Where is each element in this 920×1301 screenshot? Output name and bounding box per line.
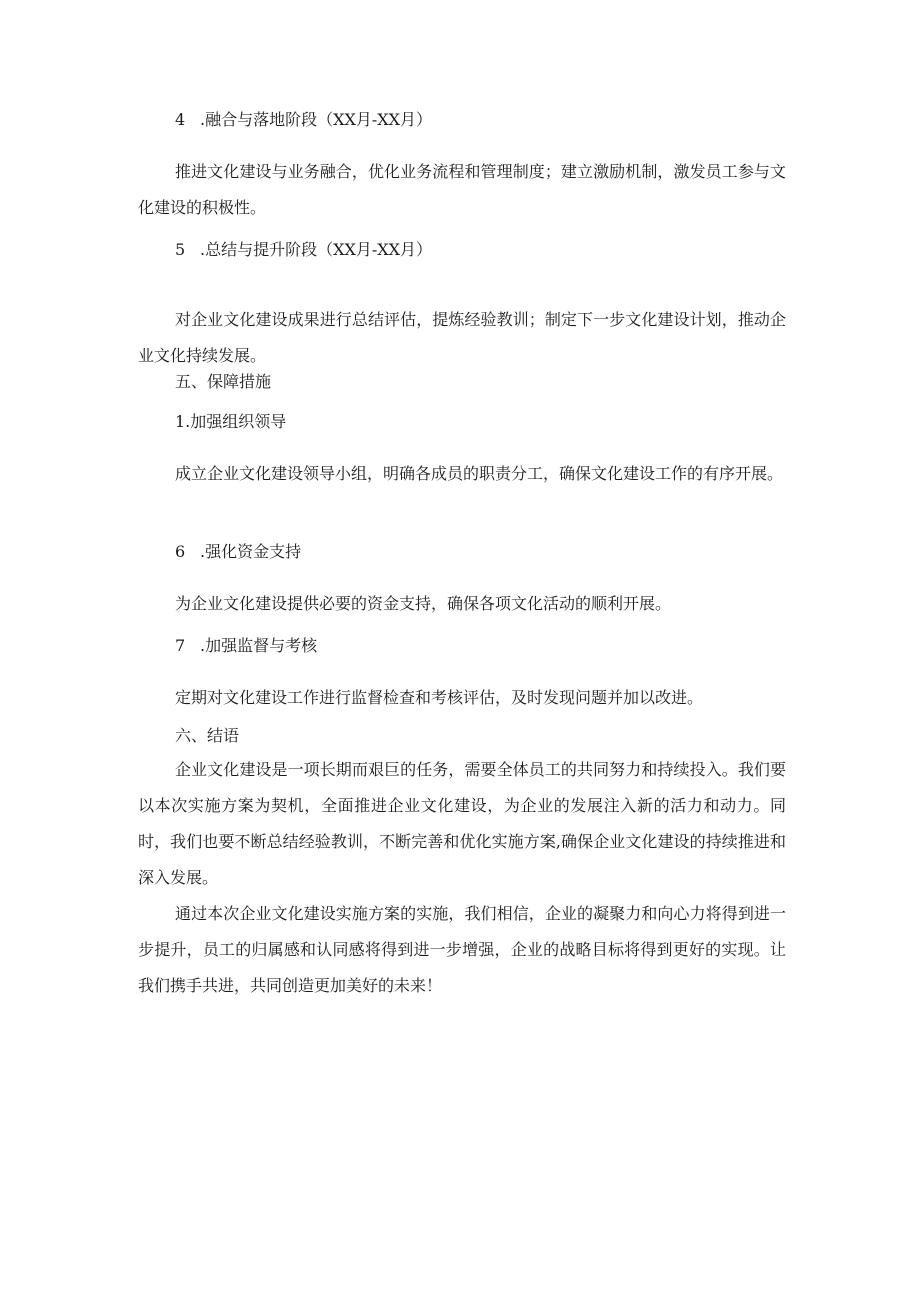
conclusion-paragraph-1: 企业文化建设是一项长期而艰巨的任务，需要全体员工的共同努力和持续投入。我们要以本次实施方案为契机，全面推进企业文化建设，为企业的发展注入新的活力和动力。同时，我们也要不断总结经验教训，不断完善和优化实施方案,确保企业文化建设的持续推进和深入发展。 [138,760,786,887]
stage-4-number: 4 [175,110,186,129]
measure-6-number: 6 [175,542,186,561]
stage-4-paragraph: 推进文化建设与业务融合，优化业务流程和管理制度；建立激励机制，激发员工参与文化建设的积极性。 [138,162,786,217]
stage-5-heading [175,240,432,260]
measure-6-heading [175,542,301,562]
measure-1-paragraph: 成立企业文化建设领导小组，明确各成员的职责分工，确保文化建设工作的有序开展。 [175,464,784,483]
stage-4-title: .融合与落地阶段（XX月-XX月） [200,110,433,129]
measure-6-paragraph: 为企业文化建设提供必要的资金支持，确保各项文化活动的顺利开展。 [175,594,672,613]
section-6-title: 六、结语 [175,726,240,745]
measure-7-heading [175,636,317,656]
stage-5-title: .总结与提升阶段（XX月-XX月） [200,240,433,259]
measure-1-heading: 1.加强组织领导 [175,412,287,431]
stage-5-paragraph: 对企业文化建设成果进行总结评估，提炼经验教训；制定下一步文化建设计划，推动企业文化持续发展。 [138,310,786,365]
measure-6-title: .强化资金支持 [200,542,302,561]
section-5-title: 五、保障措施 [175,372,272,391]
stage-5-number: 5 [175,240,186,259]
stage-4-heading [175,110,432,130]
measure-7-paragraph: 定期对文化建设工作进行监督检查和考核评估，及时发现问题并加以改进。 [175,688,704,707]
measure-7-number: 7 [175,636,186,655]
conclusion-paragraph-2: 通过本次企业文化建设实施方案的实施，我们相信，企业的凝聚力和向心力将得到进一步提升，员工的归属感和认同感将得到进一步增强，企业的战略目标将得到更好的实现。让我们携手共进，共同创造更加美好的未来！ [138,904,786,995]
measure-7-title: .加强监督与考核 [200,636,318,655]
